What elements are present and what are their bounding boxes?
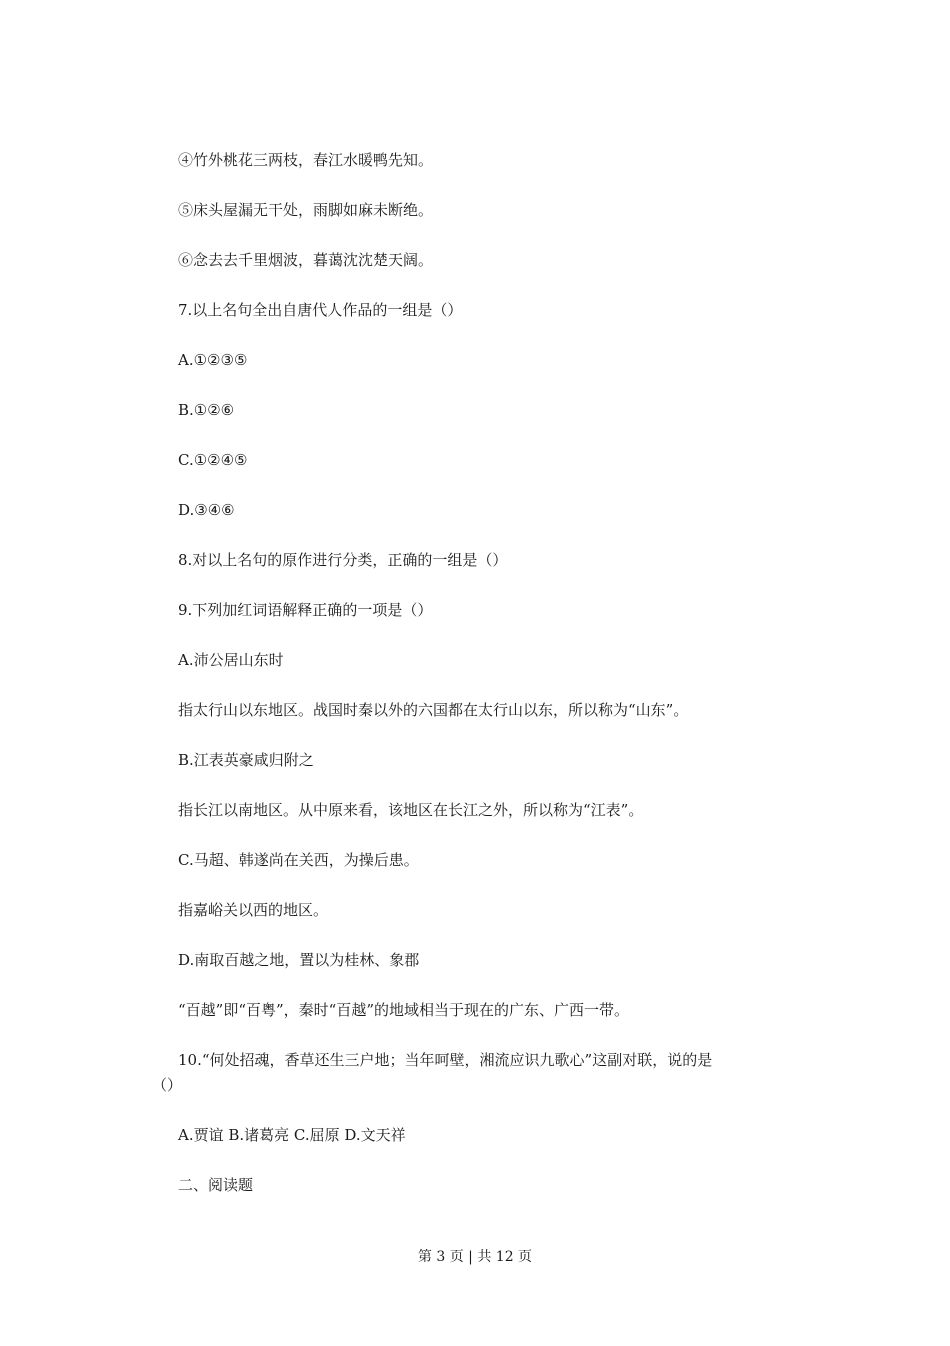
question-10: 10.“何处招魂，香草还生三户地；当年呵壁，湘流应识九歌心”这副对联，说的是 [178,1051,713,1069]
question-9-option-b-explanation: 指长江以南地区。从中原来看，该地区在长江之外，所以称为“江表”。 [178,801,644,819]
question-9-option-a: A.沛公居山东时 [178,651,284,669]
question-9-option-a-explanation: 指太行山以东地区。战国时秦以外的六国都在太行山以东，所以称为“山东”。 [178,701,689,719]
question-9-option-b: B.江表英豪咸归附之 [178,751,314,769]
quote-line-6: ⑥念去去千里烟波，暮蔼沈沈楚天阔。 [178,251,434,269]
question-9-option-d: D.南取百越之地，置以为桂林、象郡 [178,951,420,969]
question-8: 8.对以上名句的原作进行分类，正确的一组是（） [178,551,508,569]
question-7-option-d: D.③④⑥ [178,501,235,519]
page-footer: 第 3 页 | 共 12 页 [417,1249,533,1265]
question-10-options: A.贾谊 B.诸葛亮 C.屈原 D.文天祥 [178,1126,406,1144]
question-9-option-d-explanation: “百越”即“百粤”，秦时“百越”的地域相当于现在的广东、广西一带。 [178,1001,630,1019]
quote-line-5: ⑤床头屋漏无干处，雨脚如麻未断绝。 [178,201,434,219]
quote-line-4: ④竹外桃花三两枝，春江水暖鸭先知。 [178,151,434,169]
question-7: 7.以上名句全出自唐代人作品的一组是（） [178,301,463,319]
question-10-blank: （） [152,1076,183,1094]
question-9-option-c: C.马超、韩遂尚在关西，为操后患。 [178,851,419,869]
question-9: 9.下列加红词语解释正确的一项是（） [178,601,433,619]
question-7-option-b: B.①②⑥ [178,401,235,419]
section-heading-reading: 二、阅读题 [178,1176,254,1194]
question-7-option-c: C.①②④⑤ [178,451,248,469]
question-9-option-c-explanation: 指嘉峪关以西的地区。 [178,901,329,919]
question-7-option-a: A.①②③⑤ [178,351,248,369]
